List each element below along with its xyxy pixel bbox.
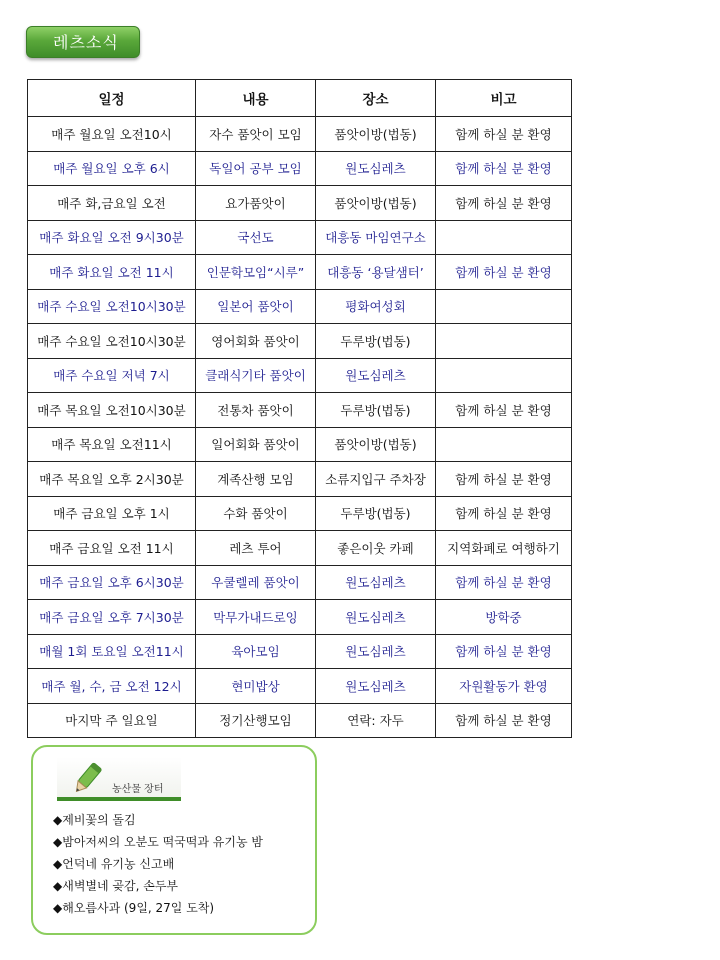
table-row	[28, 496, 572, 531]
location-cell: 원도심레츠	[316, 600, 436, 635]
location-cell: 원도심레츠	[316, 565, 436, 600]
content-cell: 자수 품앗이 모임	[196, 117, 316, 152]
schedule-cell: 매주 화,금요일 오전	[28, 186, 196, 221]
content-cell: 정기산행모임	[196, 703, 316, 738]
farm-market-title: 농산물 장터	[112, 784, 164, 795]
location-cell: 두루방(법동)	[316, 393, 436, 428]
table-row	[28, 255, 572, 290]
note-cell: 함께 하실 분 환영	[436, 462, 572, 497]
note-cell: 방학중	[436, 600, 572, 635]
content-cell: 수화 품앗이	[196, 496, 316, 531]
content-cell: 현미밥상	[196, 669, 316, 704]
content-cell: 전통차 품앗이	[196, 393, 316, 428]
schedule-cell: 매주 금요일 오후 7시30분	[28, 600, 196, 635]
note-cell: 함께 하실 분 환영	[436, 255, 572, 290]
schedule-cell: 매주 수요일 저녁 7시	[28, 358, 196, 393]
note-cell: 함께 하실 분 환영	[436, 634, 572, 669]
table-row	[28, 565, 572, 600]
table-row	[28, 703, 572, 738]
schedule-cell: 매주 목요일 오후 2시30분	[28, 462, 196, 497]
table-row	[28, 186, 572, 221]
location-cell: 대흥동 ‘용달샘터’	[316, 255, 436, 290]
location-cell: 원도심레츠	[316, 634, 436, 669]
content-cell: 국선도	[196, 220, 316, 255]
table-row	[28, 117, 572, 152]
location-cell: 두루방(법동)	[316, 324, 436, 359]
note-cell	[436, 324, 572, 359]
column-header-schedule: 일정	[28, 80, 196, 117]
location-cell: 연락: 자두	[316, 703, 436, 738]
table-row	[28, 427, 572, 462]
schedule-cell: 매주 화요일 오전 11시	[28, 255, 196, 290]
location-cell: 좋은이웃 카페	[316, 531, 436, 566]
list-item: ◆언덕네 유기농 신고배	[53, 857, 175, 871]
farm-market-box	[31, 745, 317, 935]
schedule-cell: 매주 화요일 오전 9시30분	[28, 220, 196, 255]
location-cell: 품앗이방(법동)	[316, 186, 436, 221]
content-cell: 독일어 공부 모임	[196, 151, 316, 186]
table-row	[28, 634, 572, 669]
column-header-location: 장소	[316, 80, 436, 117]
schedule-cell: 매주 수요일 오전10시30분	[28, 324, 196, 359]
note-cell: 함께 하실 분 환영	[436, 117, 572, 152]
content-cell: 일어회화 품앗이	[196, 427, 316, 462]
content-cell: 클래식기타 품앗이	[196, 358, 316, 393]
note-cell	[436, 289, 572, 324]
location-cell: 대흥동 마임연구소	[316, 220, 436, 255]
schedule-cell: 매주 월요일 오전10시	[28, 117, 196, 152]
news-title-badge: 레츠소식	[26, 26, 140, 58]
content-cell: 요가품앗이	[196, 186, 316, 221]
schedule-table	[27, 79, 572, 738]
table-row	[28, 600, 572, 635]
content-cell: 영어회화 품앗이	[196, 324, 316, 359]
farm-market-tab	[57, 757, 181, 797]
list-item: ◆제비꽃의 돌김	[53, 813, 136, 827]
location-cell: 평화여성회	[316, 289, 436, 324]
note-cell: 함께 하실 분 환영	[436, 496, 572, 531]
note-cell: 지역화폐로 여행하기	[436, 531, 572, 566]
location-cell: 소류지입구 주차장	[316, 462, 436, 497]
schedule-cell: 매월 1회 토요일 오전11시	[28, 634, 196, 669]
note-cell	[436, 427, 572, 462]
table-row	[28, 220, 572, 255]
schedule-cell: 마지막 주 일요일	[28, 703, 196, 738]
schedule-cell: 매주 금요일 오전 11시	[28, 531, 196, 566]
content-cell: 계족산행 모임	[196, 462, 316, 497]
content-cell: 일본어 품앗이	[196, 289, 316, 324]
table-row	[28, 289, 572, 324]
schedule-cell: 매주 금요일 오후 6시30분	[28, 565, 196, 600]
location-cell: 두루방(법동)	[316, 496, 436, 531]
table-row	[28, 462, 572, 497]
schedule-cell: 매주 금요일 오후 1시	[28, 496, 196, 531]
schedule-cell: 매주 월, 수, 금 오전 12시	[28, 669, 196, 704]
location-cell: 원도심레츠	[316, 358, 436, 393]
column-header-content: 내용	[196, 80, 316, 117]
column-header-note: 비고	[436, 80, 572, 117]
content-cell: 막무가내드로잉	[196, 600, 316, 635]
content-cell: 인문학모임“시루”	[196, 255, 316, 290]
note-cell: 자원활동가 환영	[436, 669, 572, 704]
table-row	[28, 531, 572, 566]
list-item: ◆새벽별네 곶감, 손두부	[53, 879, 179, 893]
schedule-cell: 매주 목요일 오전10시30분	[28, 393, 196, 428]
schedule-cell: 매주 수요일 오전10시30분	[28, 289, 196, 324]
location-cell: 품앗이방(법동)	[316, 427, 436, 462]
schedule-cell: 매주 목요일 오전11시	[28, 427, 196, 462]
note-cell: 함께 하실 분 환영	[436, 565, 572, 600]
table-row	[28, 393, 572, 428]
location-cell: 원도심레츠	[316, 151, 436, 186]
table-row	[28, 669, 572, 704]
note-cell: 함께 하실 분 환영	[436, 186, 572, 221]
list-item: ◆밤아저씨의 오분도 떡국떡과 유기농 밤	[53, 835, 263, 849]
note-cell: 함께 하실 분 환영	[436, 703, 572, 738]
schedule-cell: 매주 월요일 오후 6시	[28, 151, 196, 186]
table-row	[28, 324, 572, 359]
location-cell: 품앗이방(법동)	[316, 117, 436, 152]
farm-market-underline	[57, 797, 181, 801]
location-cell: 원도심레츠	[316, 669, 436, 704]
table-header-row	[28, 80, 572, 117]
content-cell: 육아모임	[196, 634, 316, 669]
content-cell: 레츠 투어	[196, 531, 316, 566]
note-cell	[436, 220, 572, 255]
pencil-icon	[67, 759, 107, 797]
content-cell: 우쿨렐레 품앗이	[196, 565, 316, 600]
table-row	[28, 358, 572, 393]
note-cell: 함께 하실 분 환영	[436, 393, 572, 428]
table-row	[28, 151, 572, 186]
note-cell: 함께 하실 분 환영	[436, 151, 572, 186]
note-cell	[436, 358, 572, 393]
list-item: ◆해오름사과 (9일, 27일 도착)	[53, 901, 215, 915]
farm-market-list	[53, 809, 263, 919]
